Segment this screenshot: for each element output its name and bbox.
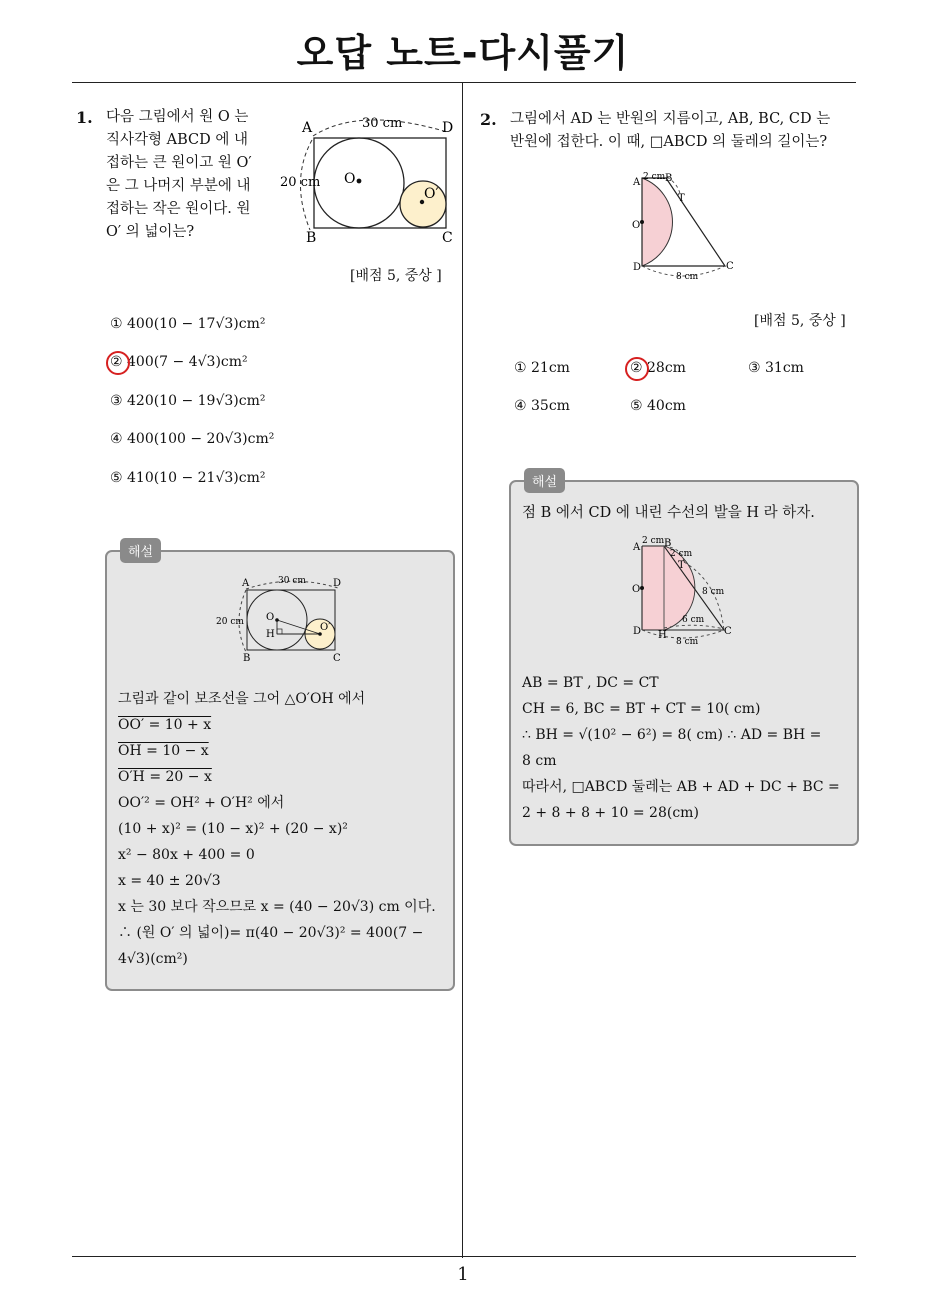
footer-rule (72, 1256, 856, 1257)
sol1-label-height: 20 cm (216, 617, 244, 627)
solution-line: 그림과 같이 보조선을 그어 △O′OH 에서 (118, 691, 366, 707)
problem-1-figure (280, 110, 460, 250)
page-title: 오답 노트-다시풀기 (296, 31, 630, 75)
fig2-label-dc: 8 cm (676, 272, 699, 282)
page-number: 1 (457, 1264, 469, 1285)
problem-1-line: 직사각형 ABCD 에 내 (106, 132, 248, 148)
problem-2-option-3[interactable]: ③ 31cm (748, 360, 804, 376)
problem-2-score: [배점 5, 중상 ] (754, 313, 846, 329)
problem-2-figure (622, 166, 752, 286)
fig1-label-d: D (442, 120, 454, 136)
sol2-label-t: T (678, 560, 685, 571)
sol1-label-width: 30 cm (278, 576, 306, 586)
problem-1-line: O′ 의 넓이는? (106, 224, 195, 240)
sol2-label-tc: 8 cm (702, 587, 725, 597)
sol2-label-c: C (724, 626, 732, 637)
solution-line: 2 + 8 + 8 + 10 = 28(cm) (522, 805, 699, 821)
column-divider (462, 83, 463, 1258)
fig2-label-o: O (632, 220, 641, 231)
sol1-label-h: H (266, 629, 275, 640)
fig2-label-ab: 2 cm (643, 172, 666, 182)
fig1-label-b: B (306, 230, 317, 246)
solution-line: x² − 80x + 400 = 0 (118, 847, 255, 863)
solution-line: 8 cm (522, 753, 557, 769)
sol2-label-hc: 6 cm (682, 615, 705, 625)
problem-2-option-5[interactable]: ⑤ 40cm (630, 398, 686, 414)
problem-1-solution-tab: 해설 (120, 538, 161, 563)
problem-2-answer-mark (625, 357, 649, 381)
sol2-label-bt: 2 cm (670, 549, 693, 559)
problem-2-option-2[interactable]: ② 28cm (630, 360, 686, 376)
sol2-label-h: H (658, 630, 667, 641)
problem-1-answer-mark (106, 351, 130, 375)
solution-line: x 는 30 보다 작으므로 x = (40 − 20√3) cm 이다. (118, 899, 436, 915)
problem-1-line: 다음 그림에서 원 O 는 (106, 109, 249, 125)
problem-1-solution-figure (212, 572, 362, 672)
problem-1-option-3[interactable]: ③ 420(10 − 19√3)cm² (110, 393, 266, 409)
fig1-label-o2: O′ (424, 186, 439, 202)
problem-1-score: [배점 5, 중상 ] (350, 268, 442, 284)
problem-1-line: 접하는 작은 원이다. 원 (106, 201, 251, 217)
sol1-label-o: O (266, 612, 275, 623)
fig2-label-b: B (665, 173, 673, 184)
sol1-label-d: D (333, 578, 342, 589)
solution-line: AB = BT , DC = CT (522, 675, 659, 691)
problem-2-option-1[interactable]: ① 21cm (514, 360, 570, 376)
solution-line: (10 + x)² = (10 − x)² + (20 − x)² (118, 821, 348, 837)
sol2-label-ab: 2 cm (642, 536, 665, 546)
sol1-label-o2: O′ (320, 622, 331, 633)
solution-line: x = 40 ± 20√3 (118, 873, 221, 889)
fig2-label-t: T (678, 193, 685, 204)
fig1-label-a: A (302, 120, 313, 136)
sol2-label-b: B (664, 538, 672, 549)
solution-line: OO′² = OH² + O′H² 에서 (118, 795, 285, 811)
solution-line: 4√3)(cm²) (118, 951, 188, 967)
problem-2-solution-intro: 점 B 에서 CD 에 내린 수선의 발을 H 라 하자. (522, 505, 815, 521)
problem-2-line: 그림에서 AD 는 반원의 지름이고, AB, BC, CD 는 (510, 111, 831, 127)
sol2-label-dc: 8 cm (676, 637, 699, 644)
fig2-label-a: A (633, 177, 641, 188)
problem-2-solution-figure (622, 532, 752, 644)
problem-2-option-4[interactable]: ④ 35cm (514, 398, 570, 414)
problem-1-text (106, 106, 252, 244)
solution-line: 따라서, □ABCD 둘레는 AB + AD + DC + BC = (522, 779, 840, 795)
problem-2-solution-text (522, 670, 840, 826)
solution-line: ∴ BH = √(10² − 6²) = 8( cm) ∴ AD = BH = (522, 727, 822, 743)
problem-2-line: 반원에 접한다. 이 때, □ABCD 의 둘레의 길이는? (510, 134, 828, 150)
problem-2-number: 2. (480, 110, 497, 129)
solution-line: CH = 6, BC = BT + CT = 10( cm) (522, 701, 761, 717)
sol1-label-a: A (242, 578, 250, 589)
header-rule (72, 82, 856, 83)
solution-line: OO′ = 10 + x (118, 717, 212, 733)
fig1-label-c: C (442, 230, 453, 246)
problem-2-text (510, 108, 830, 154)
fig1-label-width: 30 cm (362, 116, 403, 131)
fig1-label-height: 20 cm (280, 175, 321, 190)
sol2-label-a: A (633, 542, 641, 553)
problem-1-option-4[interactable]: ④ 400(100 − 20√3)cm² (110, 431, 275, 447)
problem-1-option-1[interactable]: ① 400(10 − 17√3)cm² (110, 316, 266, 332)
problem-1-solution-text (118, 686, 436, 972)
sol1-label-c: C (333, 653, 341, 664)
problem-2-solution-tab: 해설 (524, 468, 565, 493)
sol2-label-o: O (632, 584, 641, 595)
solution-line: OH = 10 − x (118, 743, 209, 759)
solution-line: ∴ (원 O′ 의 넓이)= π(40 − 20√3)² = 400(7 − (118, 925, 424, 941)
problem-1-line: 은 그 나머지 부분에 내 (106, 178, 251, 194)
solution-line: O′H = 20 − x (118, 769, 212, 785)
problem-1-line: 접하는 큰 원이고 원 O′ (106, 155, 252, 171)
sol1-label-b: B (243, 653, 251, 664)
problem-1-option-2[interactable]: ② 400(7 − 4√3)cm² (110, 354, 248, 370)
fig2-label-d: D (633, 262, 642, 273)
sol2-label-d: D (633, 626, 642, 637)
fig2-label-c: C (726, 261, 734, 272)
problem-1-option-5[interactable]: ⑤ 410(10 − 21√3)cm² (110, 470, 266, 486)
fig1-label-o: O (344, 171, 356, 187)
problem-1-number: 1. (76, 108, 93, 127)
